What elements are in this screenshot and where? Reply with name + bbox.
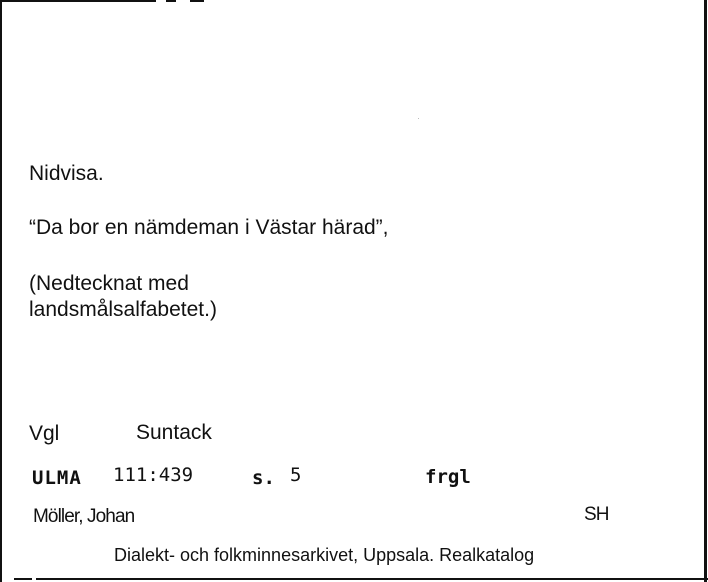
archive-number: 111:439	[113, 464, 194, 486]
card-border-bottom-mark	[14, 578, 32, 580]
card-border-top-mark	[190, 0, 204, 2]
note-line-2: landsmålsalfabetet.)	[29, 298, 217, 321]
card-border-top	[0, 0, 156, 2]
card-title: Nidvisa.	[29, 162, 104, 185]
footer-archive: Dialekt- och folkminnesarkivet, Uppsala. Realkatalog	[114, 545, 535, 565]
archive-code: ULMA	[32, 467, 82, 489]
parish: Suntack	[136, 421, 212, 444]
initials: SH	[584, 504, 609, 525]
card-border-top-mark	[166, 0, 176, 2]
card-border-bottom	[36, 578, 708, 580]
category: frgl	[425, 466, 471, 488]
song-title: “Da bor en nämdeman i Västar härad”,	[29, 216, 389, 239]
speck	[418, 118, 419, 119]
card-border-left	[0, 0, 2, 582]
collector: Möller, Johan	[33, 506, 135, 527]
page-label: s.	[252, 467, 275, 489]
note-line-1: (Nedtecknat med	[29, 272, 189, 295]
page-number: 5	[290, 464, 302, 486]
card-border-right	[704, 0, 707, 582]
province: Vgl	[29, 422, 60, 445]
